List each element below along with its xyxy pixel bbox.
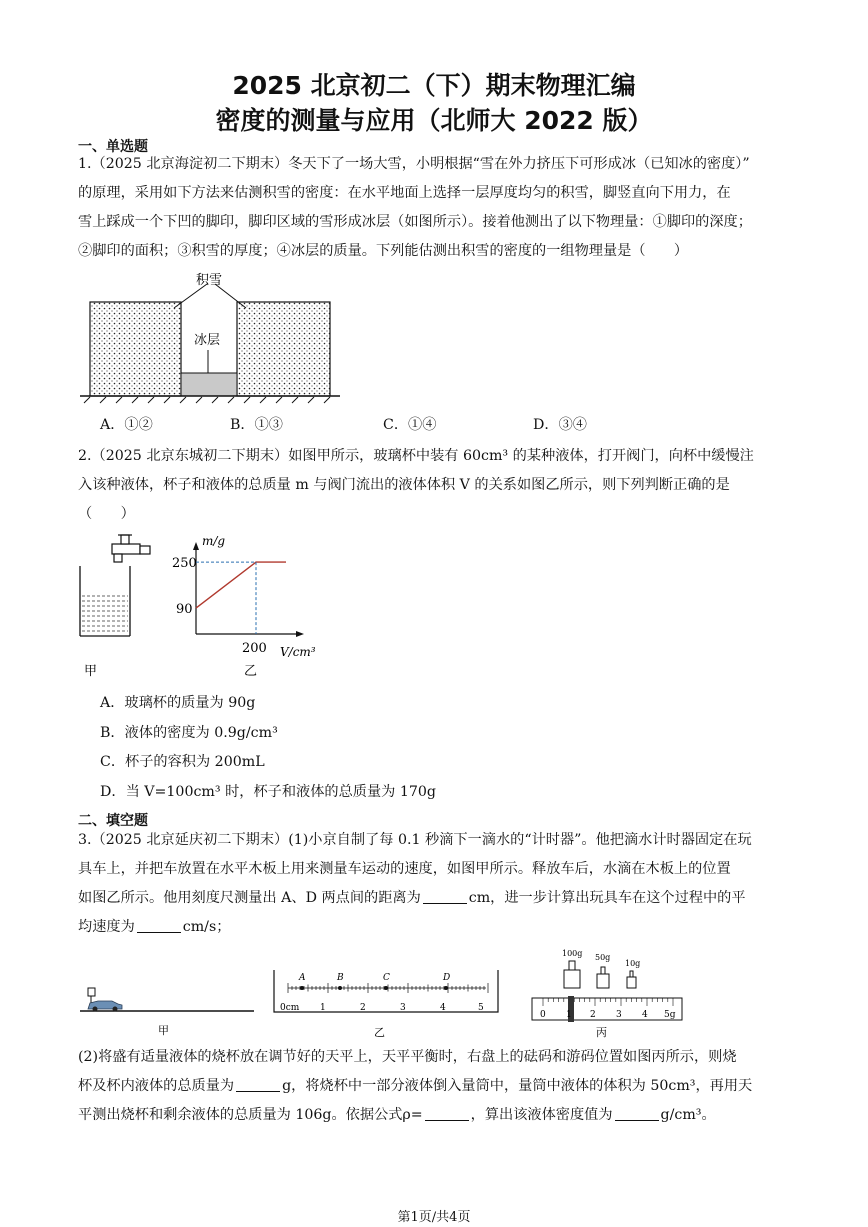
ruler-tick-0: 0cm	[280, 1003, 300, 1013]
blank-density-value[interactable]	[615, 1106, 659, 1121]
liquid-lines	[82, 596, 128, 631]
q2-line1: 2.（2025 北京东城初二下期末）如图甲所示，玻璃杯中装有 60cm³ 的某种液体，打开阀门，向杯中缓慢注	[78, 448, 754, 464]
x-axis-label: V/cm³	[280, 645, 316, 659]
q2-option-b[interactable]: B．液体的密度为 0.9g/cm³	[100, 725, 278, 741]
scale-tick-4: 4	[642, 1010, 648, 1020]
scale-tick-0: 0	[540, 1010, 546, 1020]
point-d-label: D	[443, 973, 451, 983]
q3-line4: 均速度为 cm/s；	[78, 919, 231, 935]
page-title-line2: 密度的测量与应用（北师大 2022 版）	[215, 106, 653, 135]
section-heading-fill-blank: 二、填空题	[78, 813, 148, 829]
q3-line3: 如图乙所示。他用刻度尺测量出 A、D 两点间的距离为 cm，进一步计算出玩具车在这个过程中的平	[78, 890, 746, 906]
ground-hatching	[84, 397, 330, 403]
ruler-tick-4: 4	[440, 1003, 446, 1013]
snow-block-left	[90, 302, 181, 396]
q3-p2-line1: (2)将盛有适量液体的烧杯放在调节好的天平上，天平平衡时，右盘上的砝码和游码位置如图丙所示，则烧	[78, 1049, 737, 1065]
figure-label-yi: 乙	[244, 664, 258, 679]
point-b-label: B	[337, 973, 344, 983]
figure-label-bing: 丙	[596, 1026, 607, 1039]
toy-car-figure	[78, 984, 258, 1038]
x-axis-arrow-icon	[296, 631, 304, 637]
q3-line1: 3.（2025 北京延庆初二下期末）(1)小京自制了每 0.1 秒滴下一滴水的“计时器”。他把滴水计时器固定在玩	[78, 832, 752, 848]
scale-tick-2: 2	[590, 1010, 596, 1020]
y-tick-label-250: 250	[172, 556, 197, 572]
q2-option-c[interactable]: C．杯子的容积为 200mL	[100, 754, 265, 770]
q1-line4: ②脚印的面积；③积雪的厚度；④冰层的质量。下列能估测出积雪的密度的一组物理量是（ ）	[78, 243, 689, 259]
question-3-part1-text	[78, 826, 794, 942]
q1-line3: 雪上踩成一个下凹的脚印，脚印区域的雪形成冰层（如图所示）。接着他测出了以下物理量：①脚印的深度；	[78, 214, 752, 230]
figure-label-jia: 甲	[84, 664, 98, 679]
series-line	[196, 562, 286, 608]
ruler-tick-5: 5	[478, 1003, 484, 1013]
point-c-label: C	[383, 973, 390, 983]
weight-100g-label: 100g	[562, 949, 583, 958]
x-tick-label-200: 200	[242, 641, 267, 656]
ice-layer	[181, 373, 237, 396]
page-number: 第1页/共4页	[397, 1210, 471, 1225]
page-title-line1: 2025 北京初二（下）期末物理汇编	[232, 71, 636, 100]
q1-line2: 的原理，采用如下方法来估测积雪的密度：在水平地面上选择一层厚度均匀的积雪，脚竖直向下用力，在	[78, 185, 731, 201]
mass-volume-chart	[166, 530, 326, 680]
blank-average-speed[interactable]	[137, 918, 181, 933]
y-tick-label-90: 90	[176, 602, 193, 618]
question-2-text	[78, 442, 794, 529]
figure-label-yi-3: 乙	[374, 1026, 385, 1039]
weight-10g-label: 10g	[625, 959, 641, 968]
y-axis-arrow-icon	[193, 542, 199, 550]
ruler-figure	[270, 966, 504, 1040]
scale-tick-3: 3	[616, 1010, 622, 1020]
label-snow: 积雪	[196, 273, 223, 288]
weight-10g-icon	[627, 971, 636, 988]
weight-50g-label: 50g	[595, 953, 611, 962]
snow-footprint-figure	[78, 272, 368, 406]
blank-ad-distance[interactable]	[423, 889, 467, 904]
snow-block-right	[237, 302, 330, 396]
q1-option-b[interactable]: B．①③	[230, 417, 283, 433]
blank-density-formula[interactable]	[425, 1106, 469, 1121]
blank-total-mass[interactable]	[236, 1077, 280, 1092]
q2-option-a[interactable]: A．玻璃杯的质量为 90g	[100, 695, 256, 711]
ruler-tick-3: 3	[400, 1003, 406, 1013]
faucet-icon	[112, 535, 150, 562]
q1-option-c[interactable]: C．①④	[383, 417, 437, 433]
q3-line2: 具车上，并把车放置在水平木板上用来测量车运动的速度，如图甲所示。释放车后，水滴在木板上的位置	[78, 861, 731, 877]
question-1-text	[78, 150, 794, 266]
point-a-label: A	[299, 973, 306, 983]
weight-100g-icon	[564, 961, 580, 988]
slider-scale	[532, 998, 682, 1020]
q2-line2: 入该种液体，杯子和液体的总质量 m 与阀门流出的液体体积 V 的关系如图乙所示，则下列判断正确的是	[78, 477, 730, 493]
scale-tick-1: 1	[566, 1010, 572, 1020]
ruler-tick-2: 2	[360, 1003, 366, 1013]
toy-car-icon	[88, 988, 122, 1012]
scale-tick-5: 5g	[664, 1010, 676, 1020]
ruler-tick-1: 1	[320, 1003, 326, 1013]
q1-option-d[interactable]: D．③④	[533, 417, 587, 433]
y-axis-label: m/g	[202, 534, 226, 548]
q3-p2-line3: 平测出烧杯和剩余液体的总质量为 106g。依据公式ρ= ，算出该液体密度值为 g/cm³。	[78, 1107, 716, 1123]
q1-option-a[interactable]: A．①②	[100, 417, 153, 433]
figure-label-jia-3: 甲	[158, 1024, 169, 1037]
balance-weights-figure	[528, 946, 688, 1040]
question-3-part2-text	[78, 1043, 794, 1130]
faucet-glass-figure	[74, 530, 164, 680]
q2-line3: （ ）	[78, 506, 135, 522]
label-ice: 冰层	[194, 333, 221, 348]
weight-50g-icon	[597, 967, 609, 988]
q2-option-d[interactable]: D．当 V=100cm³ 时，杯子和液体的总质量为 170g	[100, 784, 436, 800]
q3-p2-line2: 杯及杯内液体的总质量为 g，将烧杯中一部分液体倒入量筒中，量筒中液体的体积为 50cm³，再用天	[78, 1078, 753, 1094]
section-heading-single-choice: 一、单选题	[78, 139, 148, 155]
q1-line1: 1.（2025 北京海淀初二下期末）冬天下了一场大雪，小明根据“雪在外力挤压下可形成冰（已知冰的密度）”	[78, 156, 750, 172]
